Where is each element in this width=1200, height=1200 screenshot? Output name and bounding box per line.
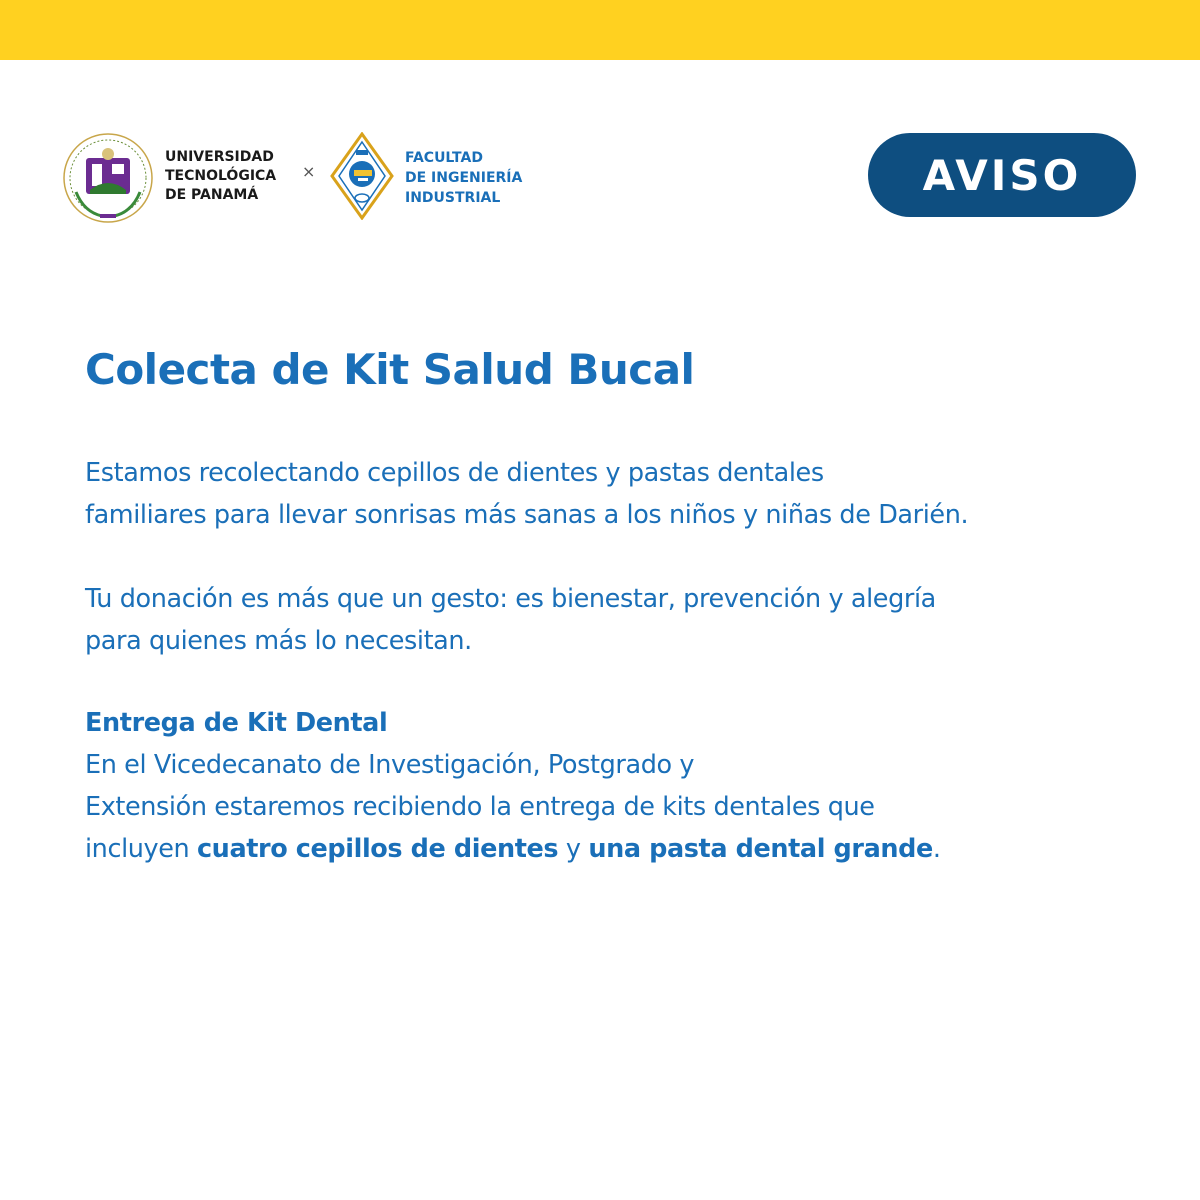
top-accent-bar: [0, 0, 1200, 60]
paragraph-line: familiares para llevar sonrisas más sanas a los niños y niñas de Darién.: [85, 500, 969, 530]
intro-paragraph: [85, 452, 1145, 536]
utp-name-line: UNIVERSIDAD: [165, 149, 274, 165]
page-title: Colecta de Kit Salud Bucal: [85, 345, 695, 394]
utp-seal-icon: [62, 132, 154, 224]
collab-separator: ×: [302, 162, 316, 181]
text-segment: .: [932, 834, 941, 864]
fii-name-line: INDUSTRIAL: [405, 190, 501, 206]
paragraph-line: [85, 828, 1145, 870]
delivery-heading: Entrega de Kit Dental: [85, 708, 388, 738]
paragraph-line: En el Vicedecanato de Investigación, Postgrado y: [85, 750, 695, 780]
utp-name-line: TECNOLÓGICA: [165, 168, 277, 184]
highlight-toothpaste: una pasta dental grande: [588, 834, 933, 864]
paragraph-line: Tu donación es más que un gesto: es bienestar, prevención y alegría: [85, 584, 936, 614]
highlight-toothbrushes: cuatro cepillos de dientes: [196, 834, 559, 864]
donation-paragraph: [85, 578, 1145, 662]
text-segment: incluyen: [85, 834, 197, 864]
header: [62, 128, 1138, 224]
paragraph-line: Estamos recolectando cepillos de dientes y pastas dentales: [85, 458, 824, 488]
fii-name-line: DE INGENIERÍA: [405, 170, 523, 186]
text-segment: y: [558, 834, 589, 864]
fii-name-line: FACULTAD: [405, 150, 483, 166]
notice-content: [85, 340, 1145, 870]
fii-name: [405, 148, 605, 208]
utp-name-line: DE PANAMÁ: [165, 187, 259, 203]
paragraph-line: Extensión estaremos recibiendo la entrega de kits dentales que: [85, 792, 875, 822]
aviso-badge: AVISO: [868, 133, 1136, 217]
delivery-paragraph: [85, 702, 1145, 870]
fii-emblem-icon: [330, 132, 394, 220]
utp-name: [165, 148, 305, 205]
paragraph-line: para quienes más lo necesitan.: [85, 626, 472, 656]
